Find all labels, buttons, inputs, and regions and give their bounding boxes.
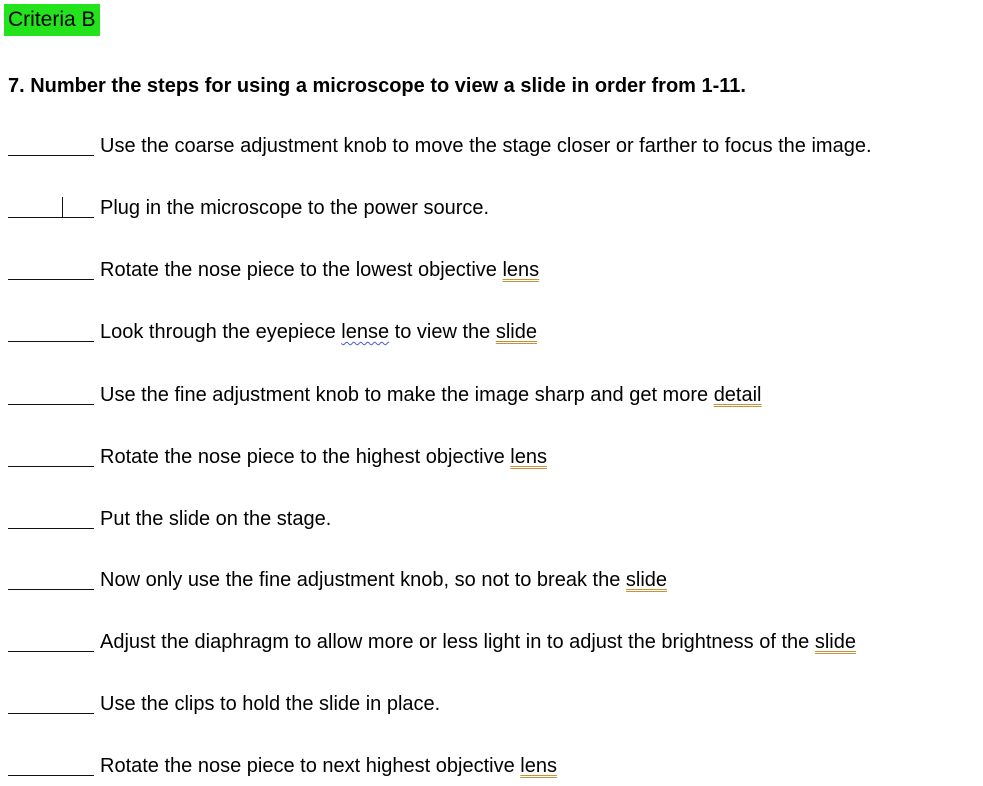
proofing-marked-word: detail: [713, 384, 762, 406]
step-row: [8, 566, 978, 598]
answer-blank[interactable]: [8, 257, 94, 280]
step-text: [100, 196, 489, 220]
step-text-part: Rotate the nose piece to the lowest objective: [100, 259, 503, 281]
question-text: 7. Number the steps for using a microscope to view a slide in order from 1-11.: [8, 75, 746, 97]
answer-blank[interactable]: [8, 753, 94, 776]
step-text-part: Use the clips to hold the slide in place.: [100, 693, 441, 715]
step-text-part: Use the fine adjustment knob to make the image sharp and get more: [100, 384, 714, 406]
step-text-part: Now only use the fine adjustment knob, so not to break the: [100, 569, 626, 591]
proofing-marked-word: slide: [814, 631, 856, 653]
answer-blank[interactable]: [8, 506, 94, 529]
step-row: [8, 194, 978, 226]
step-text: [100, 507, 331, 531]
step-text-part: Look through the eyepiece: [100, 321, 342, 343]
step-text: [100, 383, 762, 407]
step-text-part: Put the slide on the stage.: [100, 508, 332, 530]
answer-blank[interactable]: [8, 691, 94, 714]
step-text: [100, 568, 667, 592]
step-text-part: Adjust the diaphragm to allow more or less light in to adjust the brightness of the: [100, 631, 815, 653]
answer-blank[interactable]: [8, 319, 94, 342]
step-text: [100, 692, 440, 716]
step-row: [8, 752, 978, 784]
step-row: [8, 132, 978, 164]
step-row: [8, 690, 978, 722]
step-text-part: Plug in the microscope to the power source.: [100, 197, 490, 219]
step-text: [100, 258, 539, 282]
answer-blank[interactable]: [8, 133, 94, 156]
answer-blank[interactable]: [8, 444, 94, 467]
step-row: [8, 628, 978, 660]
step-row: [8, 505, 978, 537]
step-row: [8, 443, 978, 475]
answer-blank[interactable]: [8, 629, 94, 652]
step-text: [100, 630, 856, 654]
criteria-label: Criteria B: [4, 4, 100, 36]
answer-blank[interactable]: [8, 195, 94, 218]
proofing-marked-word: lens: [502, 259, 540, 281]
step-row: [8, 381, 978, 413]
proofing-marked-word: slide: [625, 569, 668, 591]
step-text-part: Rotate the nose piece to next highest objective: [100, 755, 521, 777]
proofing-marked-word: lens: [510, 446, 547, 468]
step-text-part: to view the: [389, 321, 496, 343]
step-text-part: Use the coarse adjustment knob to move the stage closer or farther to focus the image.: [100, 135, 872, 157]
proofing-marked-word: lens: [520, 755, 557, 777]
step-row: [8, 256, 978, 288]
step-row: [8, 318, 978, 350]
proofing-marked-word: slide: [495, 321, 537, 343]
answer-blank[interactable]: [8, 567, 94, 590]
step-text: [100, 445, 547, 469]
step-text: [100, 754, 557, 778]
step-text: [100, 134, 872, 158]
step-text-part: Rotate the nose piece to the highest objective: [100, 446, 511, 468]
step-text: [100, 320, 537, 344]
answer-blank[interactable]: [8, 382, 94, 405]
misspelled-word: lense: [341, 321, 390, 343]
handwritten-one-mark: [62, 197, 63, 217]
